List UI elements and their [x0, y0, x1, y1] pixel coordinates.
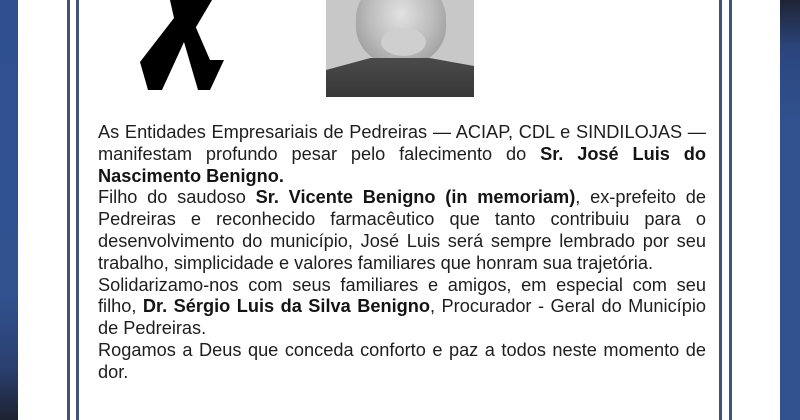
frame-border-right-inner: [719, 0, 722, 420]
son-name: Dr. Sérgio Luis da Silva Benigno: [142, 296, 430, 317]
deceased-name: Sr. José Luis do Nascimento Benigno.: [98, 143, 706, 186]
background-blue-left: [0, 0, 18, 420]
obituary-text: [98, 122, 706, 384]
mourning-ribbon-icon: [140, 0, 230, 92]
paragraph-condolences: Solidarizamo-nos com seus familiares e amigos, em especial com seu filho, Dr. Sérgio Luis da Silva Benigno, Procurador - Geral do Município de Pedreiras.: [98, 274, 706, 339]
background-blue-right: [780, 0, 800, 420]
paragraph-prayer: Rogamos a Deus que conceda conforto e paz a todos neste momento de dor.: [98, 339, 706, 382]
portrait-photo: [326, 0, 474, 97]
father-name: Sr. Vicente Benigno (in memoriam): [255, 187, 576, 208]
frame-border-left-inner: [76, 0, 79, 420]
frame-border-right-outer: [729, 0, 732, 420]
frame-border-left-outer: [67, 0, 70, 420]
paragraph-announcement: As Entidades Empresariais de Pedreiras — ACIAP, CDL e SINDILOJAS — manifestam profundo pesar pelo falecimento do Sr. José Luis do Nascimento Benigno.: [98, 122, 706, 186]
paragraph-biography: Filho do saudoso Sr. Vicente Benigno (in memoriam), ex-prefeito de Pedreiras e reconhecido farmacêutico que tanto contribuiu para o desenvolvimento do município, José Luis será sempre lembrado por seu trabalho, simplicidade e valores familiares que honram sua trajetória.: [98, 187, 706, 273]
